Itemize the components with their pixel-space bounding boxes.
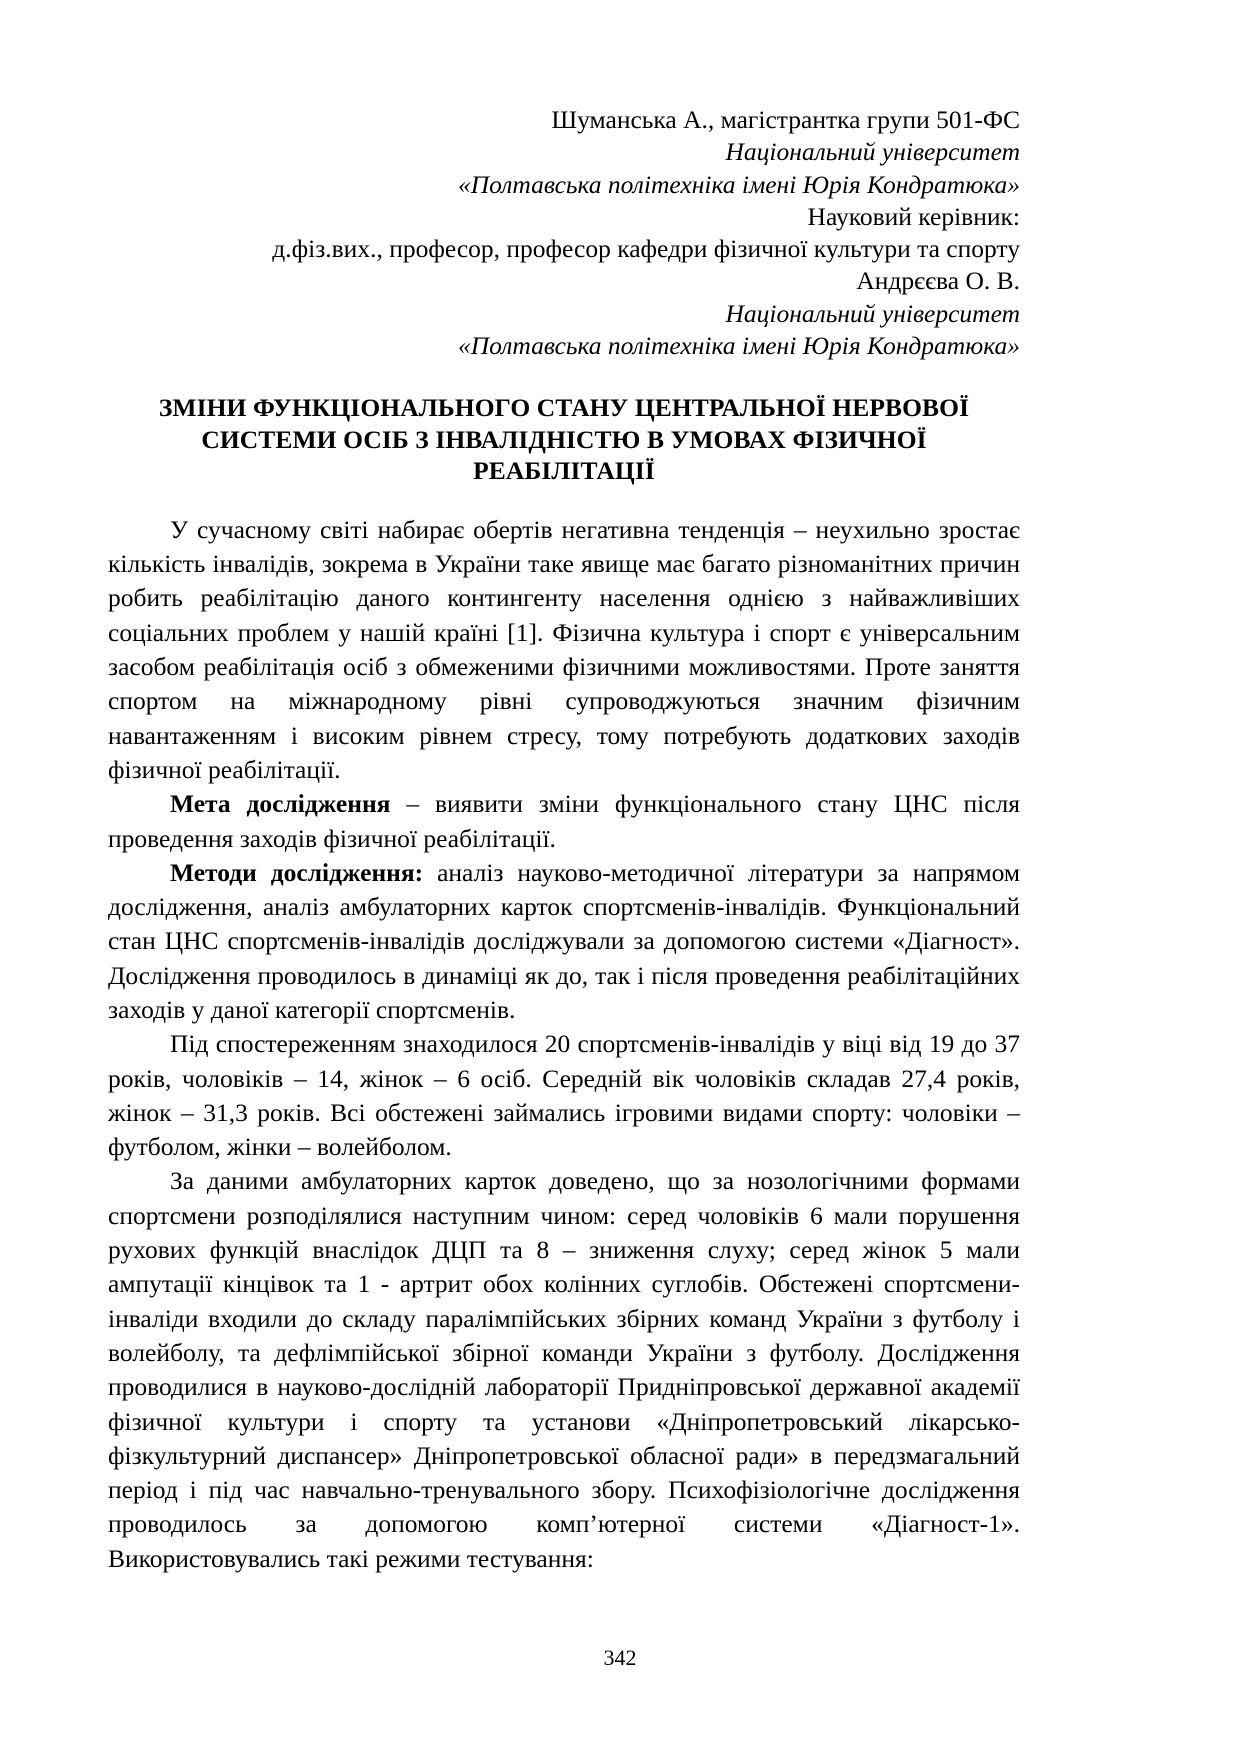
byline-supervisor-title: д.фіз.вих., професор, професор кафедри фізичної культури та спорту — [272, 234, 1020, 263]
byline-university-name-1: «Полтавська політехніка імені Юрія Кондратюка» — [457, 169, 1020, 199]
paragraph-methods — [108, 856, 1020, 1027]
page-content — [108, 104, 1020, 1576]
byline-supervisor-label: Науковий керівник: — [807, 201, 1020, 231]
title-line-1: ЗМІНИ ФУНКЦІОНАЛЬНОГО СТАНУ ЦЕНТРАЛЬНОЇ НЕРВОВОЇ — [158, 393, 970, 422]
article-body — [108, 513, 1020, 1576]
paragraph-methods-text: аналіз науково-методичної літератури за напрямом дослідження, аналіз амбулаторних карток спортсменів-інвалідів. Функціональний стан ЦНС спортсменів-інвалідів досліджували за допомогою системи «Діагност». Дослідження проводилось в динаміці як до, так і після проведення реабілітаційних заходів у даної категорії спортсменів. — [108, 857, 1020, 1024]
paragraph-sample: Під спостереженням знаходилося 20 спортсменів-інвалідів у віці від 19 до 37 років, чоловіків – 14, жінок – 6 осіб. Середній вік чоловіків складав 27,4 років, жінок – 31,3 років. Всі обстежені займались ігровими видами спорту: чоловіки – футболом, жінки – волейболом. — [108, 1029, 1020, 1162]
paragraph-aim — [108, 787, 1020, 856]
page-number: 342 — [603, 1645, 637, 1670]
byline-university-name-2: «Полтавська політехніка імені Юрія Кондратюка» — [457, 330, 1020, 360]
byline-supervisor-name: Андрєєва О. В. — [856, 266, 1020, 296]
paragraph-aim-lead: Мета дослідження — [170, 789, 391, 819]
paragraph-intro: У сучасному світі набирає обертів негативна тенденція – неухильно зростає кількість інвалідів, зокрема в України таке явище має багато різноманітних причин робить реабілітацію даного контингенту населення однією з найважливіших соціальних проблем у нашій країні [1]. Фізична культура і спорт є універсальним засобом реабілітація осіб з обмеженими фізичними можливостями. Проте заняття спортом на міжнародному рівні супроводжуються значним фізичним навантаженням і високим рівнем стресу, тому потребують додаткових заходів фізичної реабілітації. — [108, 514, 1020, 784]
author-affiliation-block — [108, 104, 1020, 362]
paragraph-results: За даними амбулаторних карток доведено, що за нозологічними формами спортсмени розподілялися наступним чином: серед чоловіків 6 мали порушення рухових функцій внаслідок ДЦП та 8 – зниження слуху; серед жінок 5 мали ампутації кінцівок та 1 - артрит обох колінних суглобів. Обстежені спортсмени-інваліди входили до складу паралімпійських збірних команд України з футболу і волейболу, та дефлімпійської збірної команди України з футболу. Дослідження проводилися в науково-дослідній лабораторії Придніпровської державної академії фізичної культури і спорту та установи «Дніпропетровський лікарсько-фізкультурний диспансер» Дніпропетровської обласної ради» в передзмагальний період і під час навчально-тренувального збору. Психофізіологічне дослідження проводилось за допомогою комп’ютерної системи «Діагност-1». Використовувались такі режими тестування: — [108, 1166, 1020, 1573]
byline-university-1: Національний університет — [725, 137, 1020, 167]
paragraph-aim-text: – виявити зміни функціонального стану ЦНС після проведення заходів фізичної реабілітації. — [108, 789, 1020, 853]
paragraph-methods-lead: Методи дослідження: — [170, 857, 424, 887]
title-line-2: СИСТЕМИ ОСІБ З ІНВАЛІДНІСТЮ В УМОВАХ ФІЗИЧНОЇ — [201, 424, 927, 454]
page-title — [108, 392, 1020, 487]
byline-university-2: Національний університет — [725, 298, 1020, 328]
byline-author: Шуманська А., магістрантка групи 501-ФС — [551, 105, 1020, 134]
title-line-3: РЕАБІЛІТАЦІЇ — [473, 456, 655, 486]
